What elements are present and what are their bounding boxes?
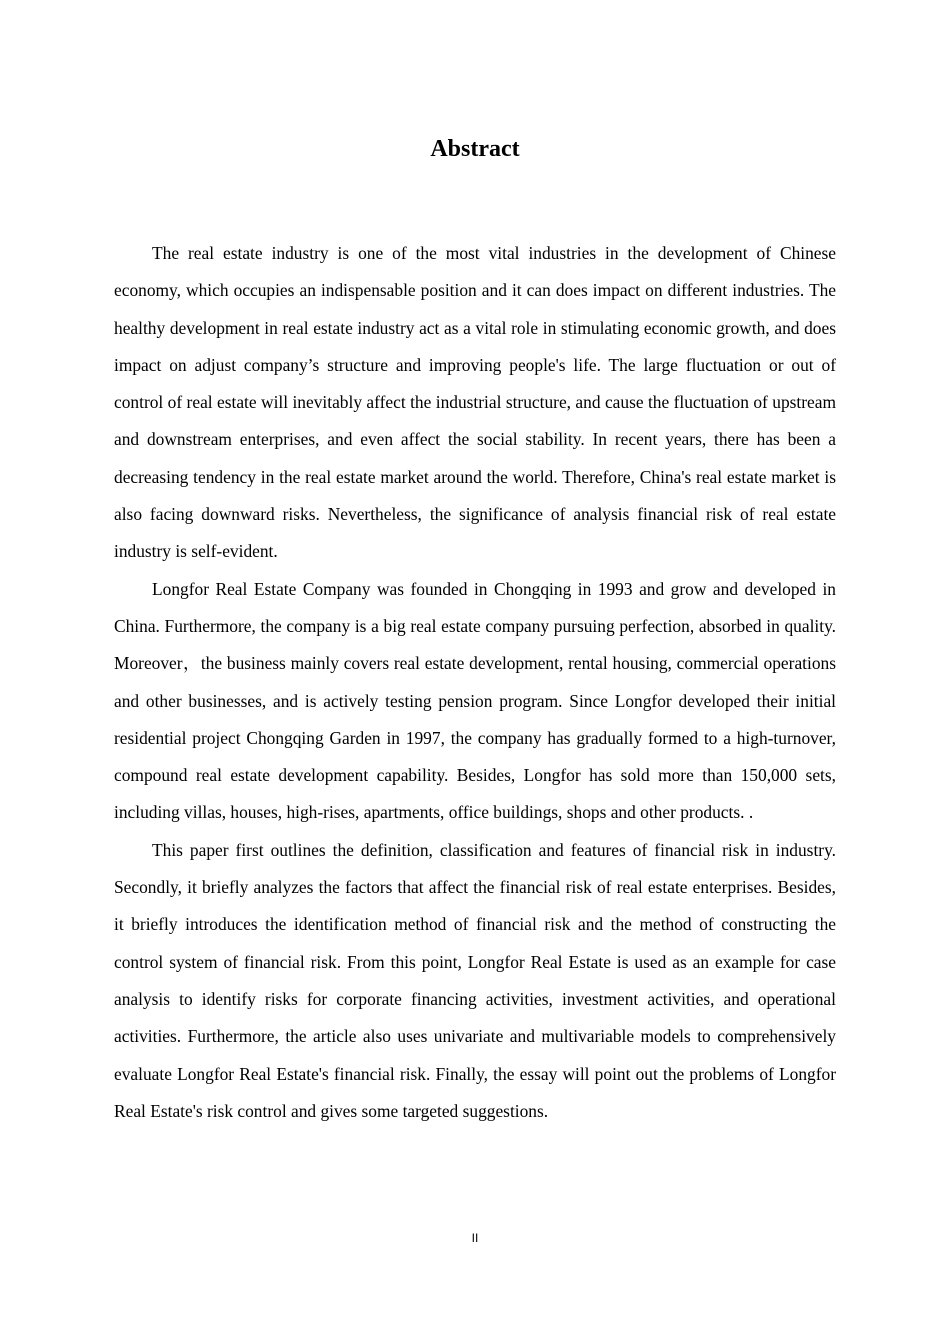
abstract-paragraph-3: This paper first outlines the definition, classification and features of financial risk in industry. Secondly, it briefly analyzes the factors that affect the financial risk of real estate enterprises. Besides, it briefly introduces the identification method of financial risk and the method of constructing the control system of financial risk. From this point, Longfor Real Estate is used as an example for case analysis to identify risks for corporate financing activities, investment activities, and operational activities. Furthermore, the article also uses univariate and multivariable models to comprehensively evaluate Longfor Real Estate's financial risk. Finally, the essay will point out the problems of Longfor Real Estate's risk control and gives some targeted suggestions. (114, 839, 836, 1121)
page-title: Abstract (430, 136, 520, 162)
abstract-paragraph-1: The real estate industry is one of the most vital industries in the development of Chinese economy, which occupies an indispensable position and it can does impact on different industries. The healthy development in real estate industry act as a vital role in stimulating economic growth, and does impact on adjust company’s structure and improving people's life. The large fluctuation or out of control of real estate will inevitably affect the industrial structure, and cause the fluctuation of upstream and downstream enterprises, and even affect the social stability. In recent years, there has been a decreasing tendency in the real estate market around the world. Therefore, China's real estate market is also facing downward risks. Nevertheless, the significance of analysis financial risk of real estate industry is self-evident. (114, 243, 836, 562)
abstract-body (114, 235, 836, 1130)
page-number: II (471, 1231, 479, 1245)
abstract-paragraph-2: Longfor Real Estate Company was founded in Chongqing in 1993 and grow and developed in China. Furthermore, the company is a big real estate company pursuing perfection, absorbed in quality. Moreover，the business mainly covers real estate development, rental housing, commercial operations and other businesses, and is actively testing pension program. Since Longfor developed their initial residential project Chongqing Garden in 1997, the company has gradually formed to a high-turnover, compound real estate development capability. Besides, Longfor has sold more than 150,000 sets, including villas, houses, high-rises, apartments, office buildings, shops and other products. . (114, 578, 836, 823)
